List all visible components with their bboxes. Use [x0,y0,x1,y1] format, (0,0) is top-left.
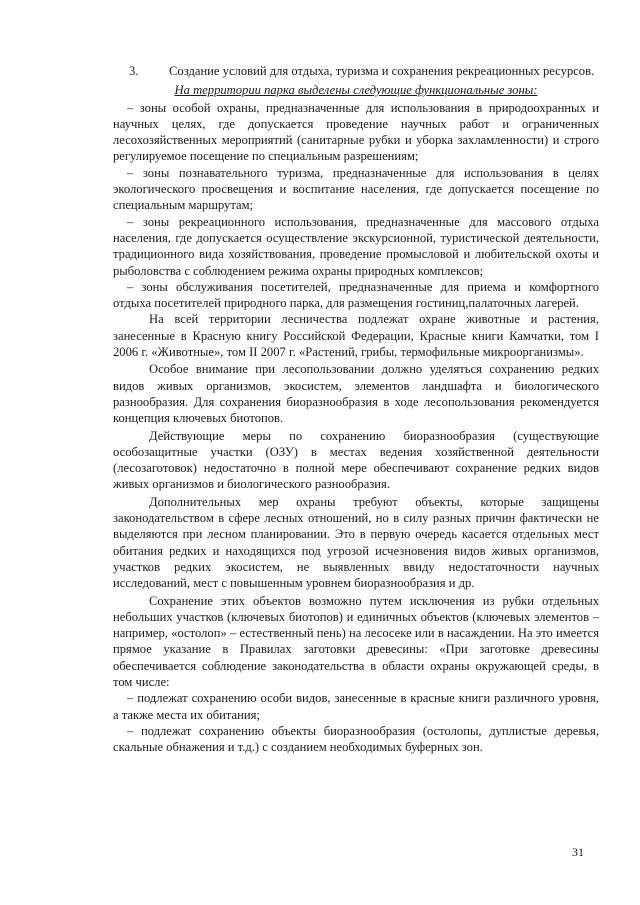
zone-bullet: – зоны обслуживания посетителей, предназначенные для приема и комфортного отдыха посетителей природного парка, для размещения гостиниц,палаточных лагерей. [113,279,599,311]
paragraph: На всей территории лесничества подлежат охране животные и растения, занесенные в Красную книгу Российской Федерации, Красные книги Камчатки, том I 2006 г. «Животные», том II 2007 г. «Растений, грибы, термофильные микроорганизмы». [113,312,599,360]
requirement-bullet: – подлежат сохранению особи видов, занесенные в красные книги различного уровня, а также места их обитания; [113,691,599,722]
zone-bullet: – зоны особой охраны, предназначенные для использования в природоохранных и научных целях, где допускается проведение научных работ и ограниченных лесохозяйственных мероприятий (санитарные рубки и уборка захламленности) и строго регулируемое посещение по специальным разрешениям; [113,100,599,164]
item-text: Создание условий для отдыха, туризма и сохранения рекреационных ресурсов. [169,64,595,78]
requirement-bullet: – подлежат сохранению объекты биоразнообразия (остолопы, дуплистые деревья, скальные обнажения и т.д.) с созданием необходимых буферных зон. [113,723,599,755]
paragraph: Особое внимание при лесопользовании должно уделяться сохранению редких видов живых организмов, экосистем, элементов ландшафта и биологического разнообразия. Для сохранения биоразнообразия в ходе лесопользования рекомендуется концепция ключевых биотопов. [113,362,599,426]
zones-heading: На территории парка выделены следующие функциональные зоны: [174,83,538,98]
paragraph: Дополнительных мер охраны требуют объекты, которые защищены законодательством в сфере лесных отношений, но в силу разных причин фактически не выделяются при лесном планировании. Это в первую очередь касается отдельных мест обитания редких и находящихся под угрозой исчезновения видов живых организмов, участков редких экосистем, не выявленных ввиду недостаточности научных исследований, мест с повышенным уровнем биоразнообразия и др. [113,494,599,591]
zone-bullet: – зоны рекреационного использования, предназначенные для массового отдыха населения, где допускается осуществление экскурсионной, туристической деятельности, традиционного вида хозяйствования, проведение промысловой и любительской охоты и рыболовства с соблюдением режима охраны природных комплексов; [113,214,599,278]
paragraph: Сохранение этих объектов возможно путем исключения из рубки отдельных небольших участков (ключевых биотопов) и единичных объектов (ключевых элементов – например, «остолоп» – естественный пень) на лесосеке или в насаждении. На это имеется прямое указание в Правилах заготовки древесины: «При заготовке древесины обеспечивается соблюдение законодательства в области охраны окружающей среды, в том числе: [113,593,599,689]
page-number: 31 [572,845,584,859]
document-body [113,63,599,755]
zone-bullet: – зоны познавательного туризма, предназначенные для использования в целях экологического просвещения и воспитание населения, где допускается посещение по специальным маршрутам; [113,165,599,213]
numbered-item [113,63,599,79]
item-number: 3. [129,64,139,78]
paragraph: Действующие меры по сохранению биоразнообразия (существующие особозащитные участки (ОЗУ) в местах ведения хозяйственной деятельности (лесозаготовок) недостаточно в полной мере обеспечивают сохранение редких видов живых организмов и биологического разнообразия. [113,428,599,492]
